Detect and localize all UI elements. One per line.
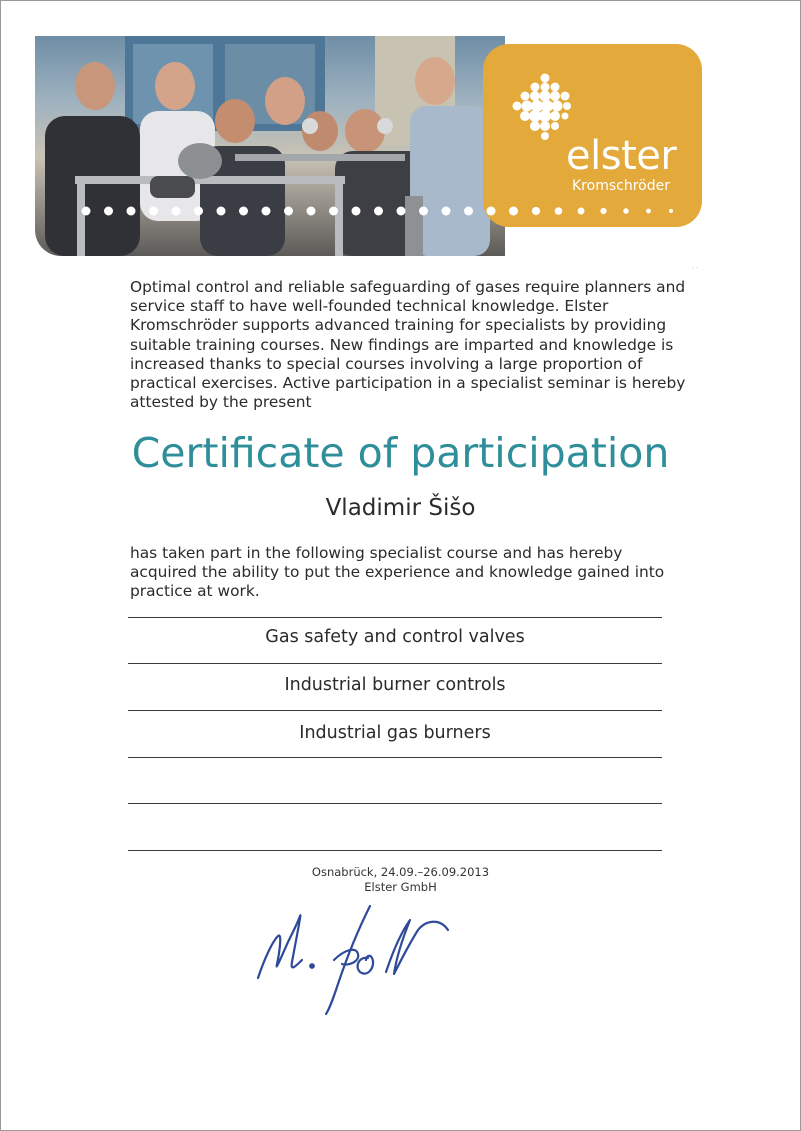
band-dot: [329, 207, 338, 216]
logo-subtitle: Kromschröder: [572, 178, 670, 194]
course-divider: [128, 757, 662, 758]
band-dot: [352, 207, 361, 216]
course-divider: [128, 710, 662, 711]
band-dot: [104, 207, 113, 216]
band-dot: [646, 209, 651, 214]
band-dot: [464, 207, 473, 216]
intro-paragraph: Optimal control and reliable safeguarding of gases require planners and service staff to have well-founded technical knowledge. Elster Kromschröder supports advanced training for specialists by providing suitable training courses. New findings are imparted and knowledge is increased thanks to special courses involving a large proportion of practical exercises. Active participation in a specialist seminar is hereby attested by the present: [130, 278, 686, 412]
course-divider: [128, 850, 662, 851]
dot-band-decoration: [80, 205, 680, 217]
band-dot: [149, 207, 158, 216]
band-dot: [555, 207, 563, 215]
band-dot: [532, 207, 540, 215]
course-item: Industrial burner controls: [284, 675, 506, 695]
band-dot: [623, 208, 629, 214]
band-dot: [509, 207, 518, 216]
band-dot: [172, 207, 181, 216]
band-dot: [239, 207, 248, 216]
band-dot: [284, 207, 293, 216]
band-dot: [217, 207, 226, 216]
band-dot: [669, 209, 673, 213]
band-dot: [194, 207, 203, 216]
band-dot: [442, 207, 451, 216]
scan-speck: · ·: [692, 265, 698, 272]
band-dot: [262, 207, 271, 216]
course-item: Gas safety and control valves: [265, 627, 525, 647]
band-dot: [127, 207, 136, 216]
band-dot: [487, 207, 496, 216]
place-date: Osnabrück, 24.09.–26.09.2013: [311, 865, 490, 879]
band-dot: [397, 207, 406, 216]
course-item: Industrial gas burners: [299, 723, 491, 743]
course-divider: [128, 803, 662, 804]
band-dot: [307, 207, 316, 216]
course-divider: [128, 663, 662, 664]
certificate-title: Certificate of participation: [131, 429, 670, 477]
company-name: Elster GmbH: [364, 880, 437, 894]
band-dot: [578, 208, 585, 215]
place-and-date-block: [0, 865, 801, 895]
band-dot: [419, 207, 428, 216]
participant-name: Vladimir Šišo: [325, 495, 476, 521]
band-dot: [374, 207, 383, 216]
signature-image: [250, 900, 470, 1020]
logo-wordmark: elster: [566, 133, 677, 179]
band-dot: [600, 208, 606, 214]
participation-statement: has taken part in the following specialist course and has hereby acquired the ability to put the experience and knowledge gained into practice at work.: [130, 544, 665, 601]
training-photo: [35, 36, 505, 256]
course-divider: [128, 617, 662, 618]
band-dot: [82, 207, 91, 216]
